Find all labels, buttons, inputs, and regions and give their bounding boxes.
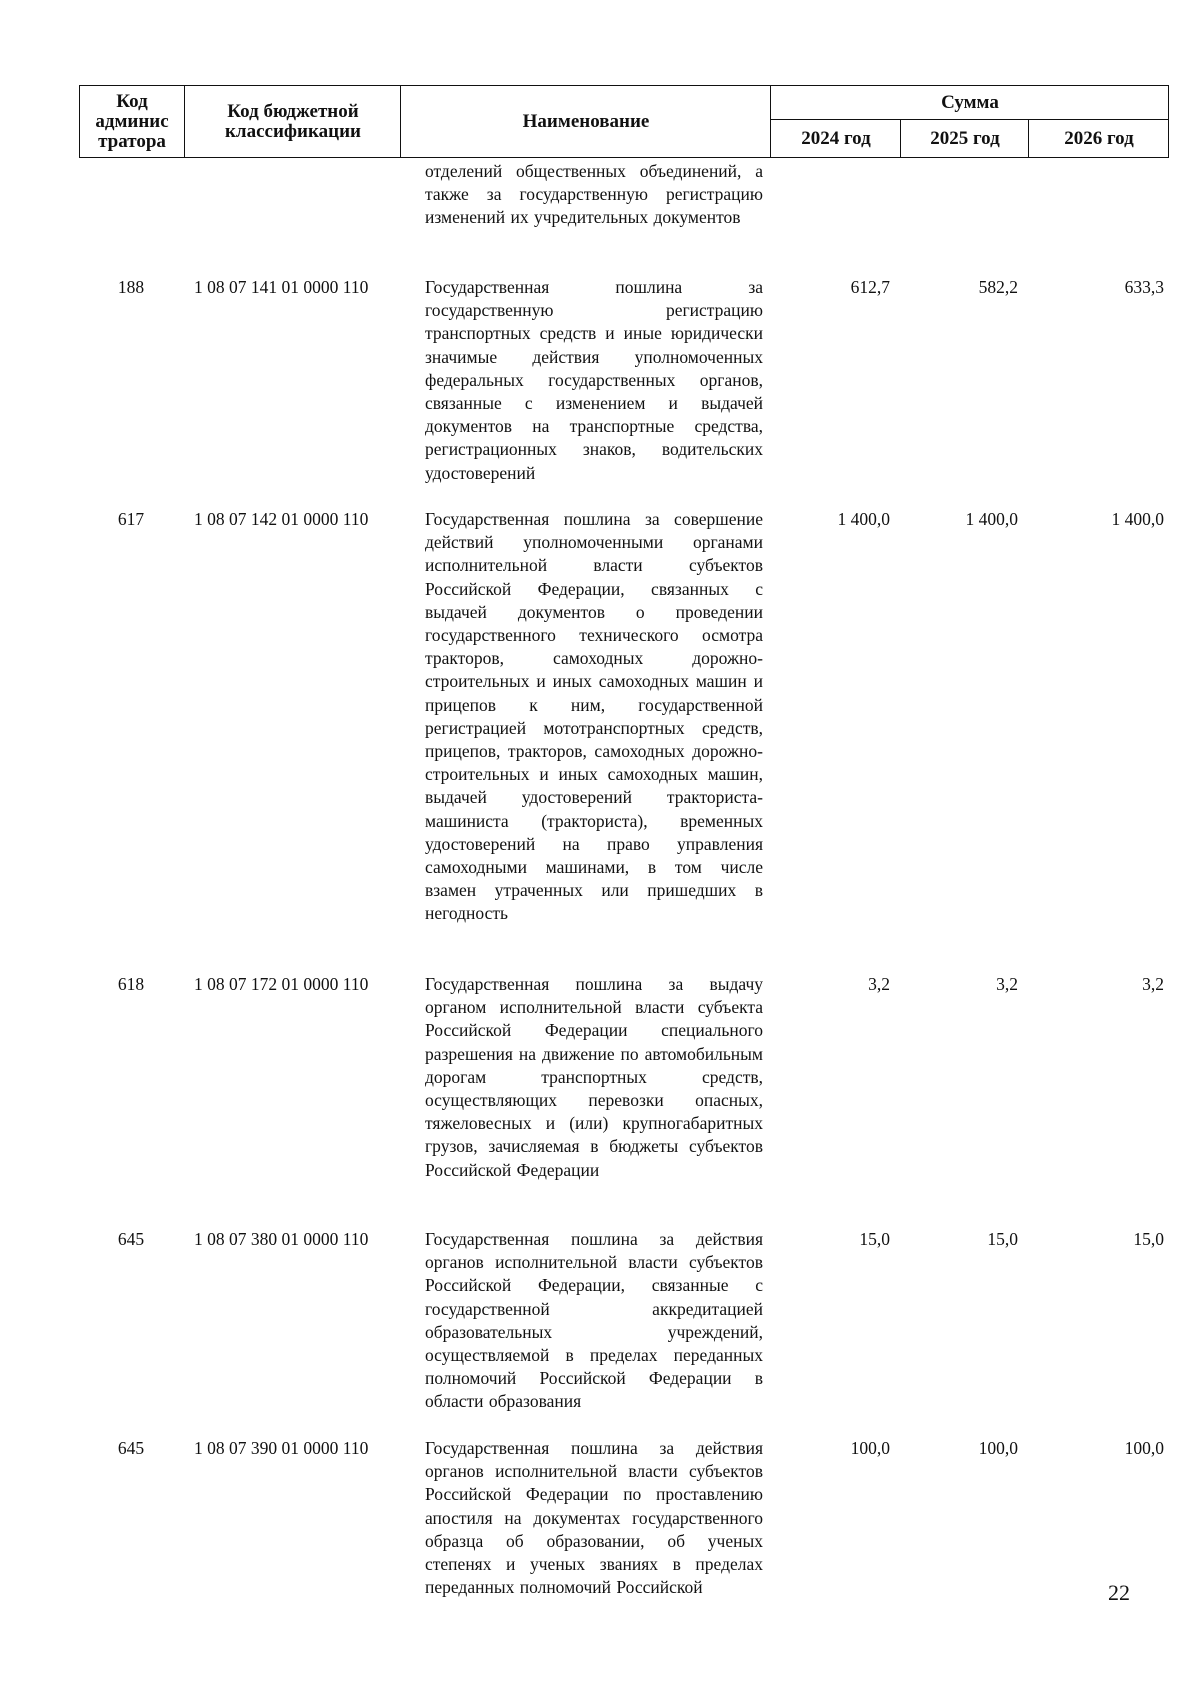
row-admin-code: 645 <box>117 1438 145 1458</box>
row-sum-2024: 1 400,0 <box>837 509 890 529</box>
row-sum-2024: 612,7 <box>850 277 890 297</box>
page-number: 22 <box>1108 1580 1130 1605</box>
header-sum: Сумма <box>941 91 999 113</box>
row-sum-2025: 100,0 <box>978 1438 1018 1458</box>
row-name: Государственная пошлина за выдачу органом исполнительной власти субъекта Российской Федерации специального разрешения на движение по автомобильным дорогам транспортных средств, осуществляющих перевозки опасных, тяжеловесных и (или) крупногабаритных грузов, зачисляемая в бюджеты субъектов Российской Федерации <box>425 974 763 1180</box>
row-sum-2026: 633,3 <box>1124 277 1164 297</box>
row-name: Государственная пошлина за действия органов исполнительной власти субъектов Российской Федерации, связанные с государственной аккредитацией образовательных учреждений, осуществляемой в пределах переданных полномочий Российской Федерации в области образования <box>425 1229 763 1412</box>
row-budget-code: 1 08 07 142 01 0000 110 <box>194 509 369 529</box>
row-sum-2026: 100,0 <box>1124 1438 1164 1458</box>
row-sum-2025: 1 400,0 <box>965 509 1018 529</box>
row-sum-2024: 100,0 <box>850 1438 890 1458</box>
row-name: отделений общественных объединений, а также за государственную регистрацию изменений их учредительных документов <box>425 161 763 228</box>
row-admin-code: 618 <box>117 974 145 994</box>
row-sum-2024: 3,2 <box>868 974 890 994</box>
header-admin-code: Код админис тратора <box>95 90 169 152</box>
row-budget-code: 1 08 07 172 01 0000 110 <box>194 974 369 994</box>
row-budget-code: 1 08 07 390 01 0000 110 <box>194 1438 369 1458</box>
table-header <box>79 85 1169 158</box>
row-name: Государственная пошлина за государственную регистрацию транспортных средств и иные юридически значимые действия уполномоченных федеральных государственных органов, связанные с изменением и выдачей документов на транспортные средства, регистрационных знаков, водительских удостоверений <box>425 277 763 483</box>
row-sum-2025: 582,2 <box>978 277 1018 297</box>
row-admin-code: 645 <box>117 1229 145 1249</box>
row-sum-2026: 1 400,0 <box>1111 509 1164 529</box>
row-sum-2025: 15,0 <box>987 1229 1018 1249</box>
row-admin-code: 617 <box>117 509 145 529</box>
header-year-2024: 2024 год <box>801 128 871 149</box>
row-name: Государственная пошлина за действия органов исполнительной власти субъектов Российской Федерации по проставлению апостиля на документах государственного образца об образовании, об ученых степенях и ученых званиях в пределах переданных полномочий Российской <box>425 1438 763 1598</box>
row-budget-code: 1 08 07 380 01 0000 110 <box>194 1229 369 1249</box>
row-budget-code: 1 08 07 141 01 0000 110 <box>194 277 369 297</box>
header-budget-code: Код бюджетной классификации <box>224 100 361 142</box>
row-name: Государственная пошлина за совершение действий уполномоченными органами исполнительной власти субъектов Российской Федерации, связанных с выдачей документов о проведении государственного технического осмотра тракторов, самоходных дорожно-строительных и иных самоходных машин и прицепов к ним, государственной регистрацией мототранспортных средств, прицепов, тракторов, самоходных дорожно-строительных и иных самоходных машин, выдачей удостоверений тракториста-машиниста (тракториста), временных удостоверений на право управления самоходными машинами, в том числе взамен утраченных или пришедших в негодность <box>425 509 763 924</box>
row-admin-code: 188 <box>117 277 145 297</box>
row-sum-2026: 3,2 <box>1142 974 1164 994</box>
row-sum-2026: 15,0 <box>1133 1229 1164 1249</box>
header-year-2025: 2025 год <box>930 128 1000 149</box>
row-sum-2024: 15,0 <box>859 1229 890 1249</box>
header-year-2026: 2026 год <box>1064 128 1134 149</box>
header-name: Наименование <box>522 110 650 132</box>
row-sum-2025: 3,2 <box>996 974 1018 994</box>
